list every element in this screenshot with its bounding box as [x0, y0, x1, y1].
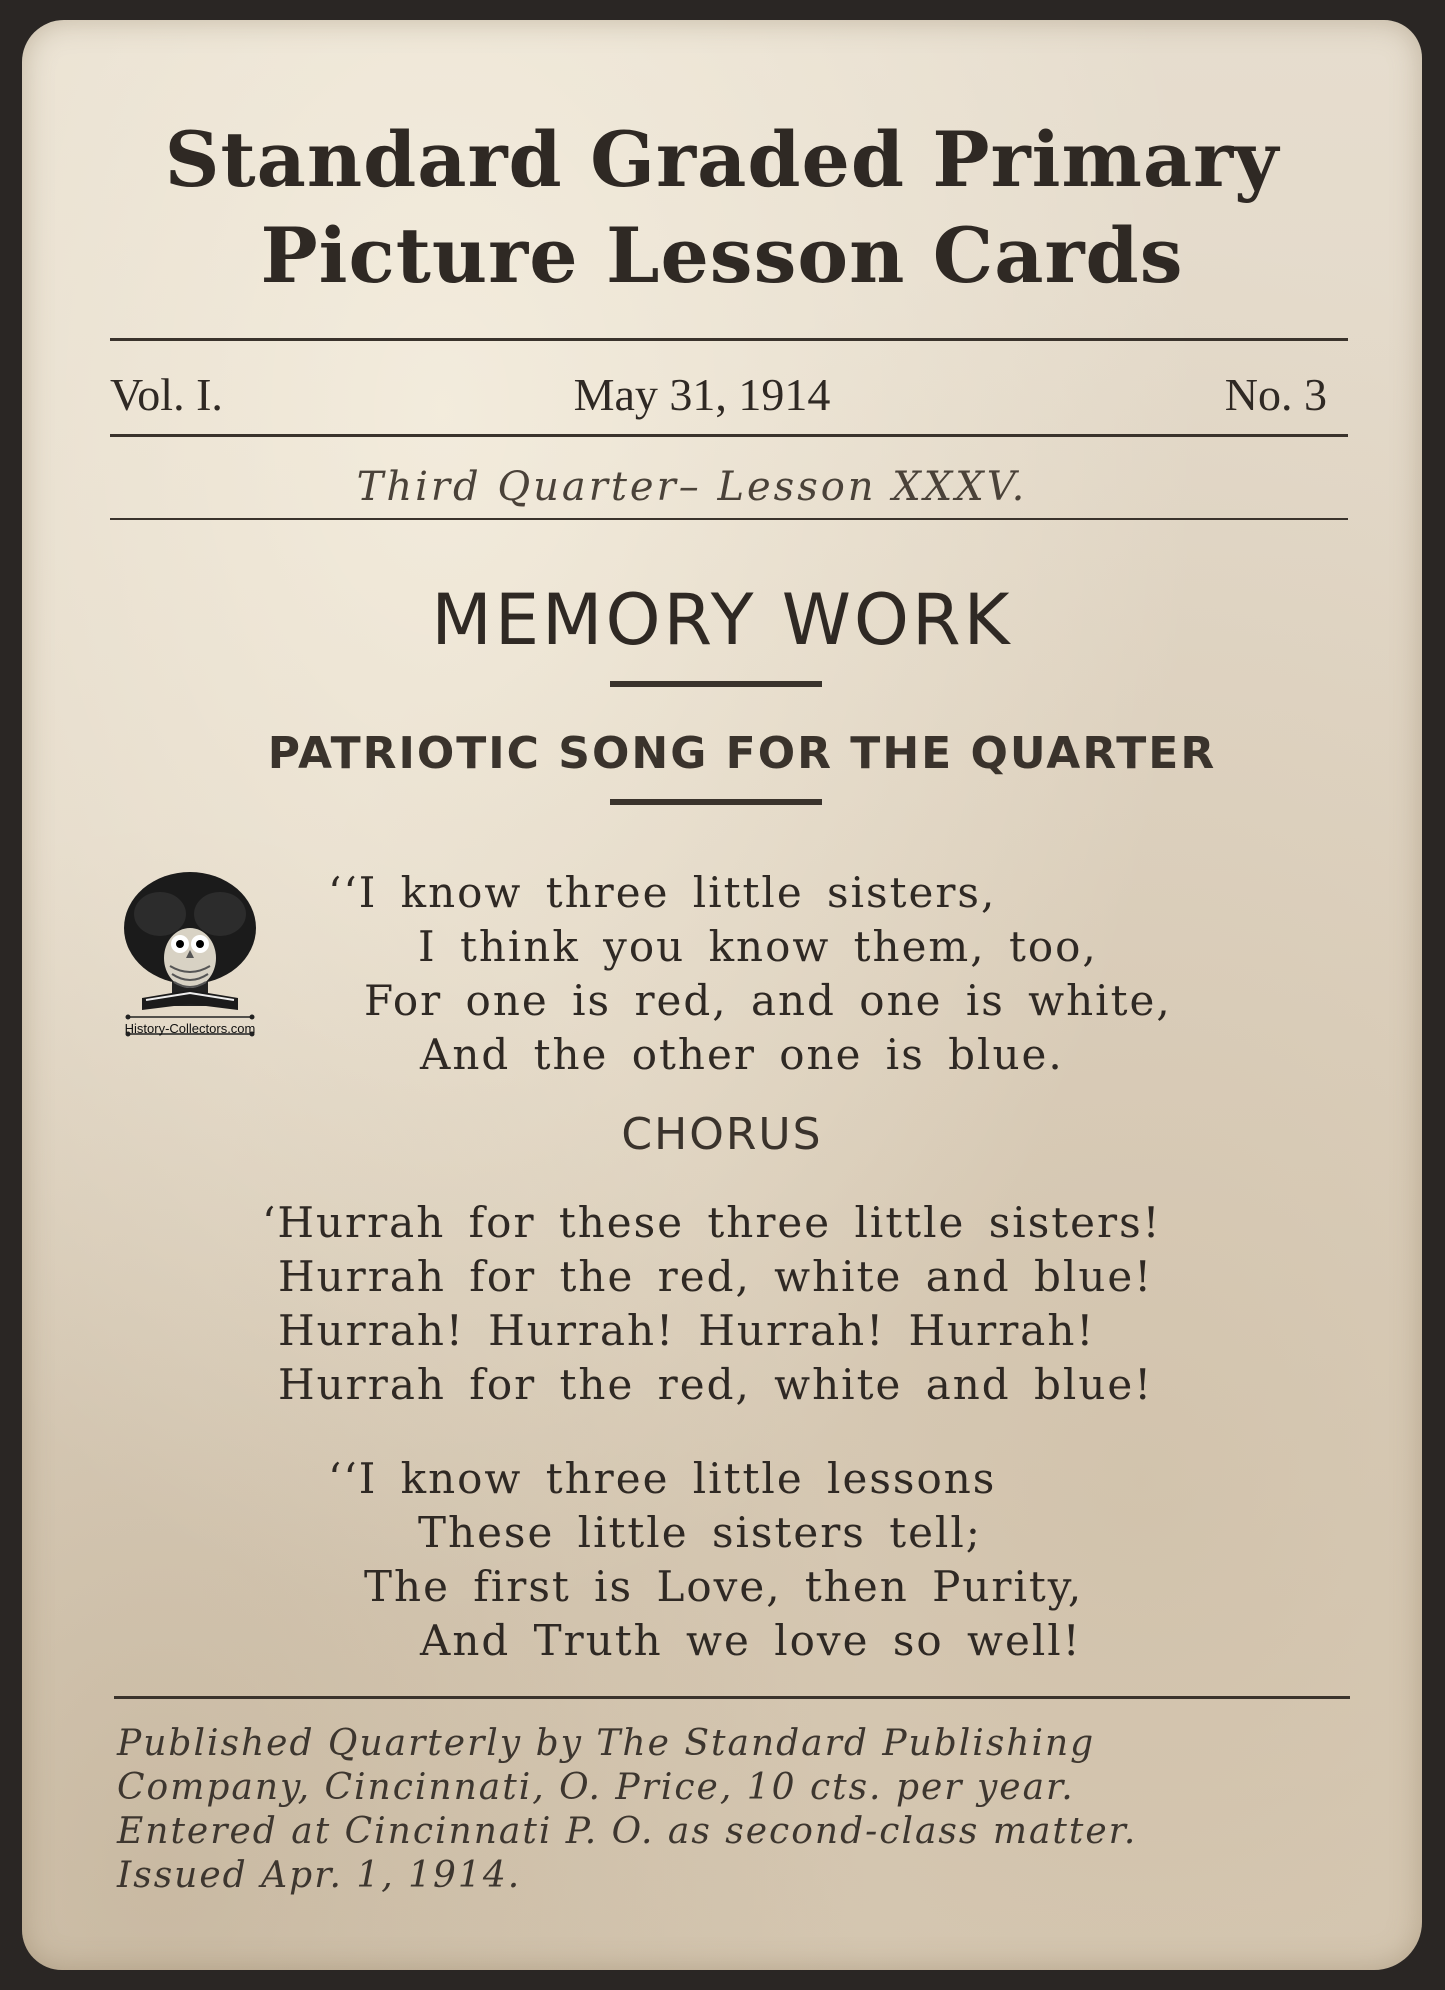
title-line-2: Picture Lesson Cards	[260, 211, 1184, 300]
song-subtitle: PATRIOTIC SONG FOR THE QUARTER	[267, 728, 1217, 779]
footer-line-1: Published Quarterly by The Standard Publishing	[117, 1723, 1096, 1764]
subtitle-underline	[610, 799, 822, 805]
heading-underline	[610, 681, 822, 687]
verse-2-line-3: The first is Love, then Purity,	[364, 1562, 1084, 1611]
lesson-card	[22, 20, 1422, 1970]
chorus-line-2: Hurrah for the red, white and blue!	[278, 1252, 1154, 1301]
footer-line-2: Company, Cincinnati, O. Price, 10 cts. per year.	[117, 1767, 1075, 1808]
verse-2-line-4: And Truth we love so well!	[420, 1616, 1082, 1665]
page-title: MEMORY WORK	[431, 579, 1013, 661]
watermark-logo	[100, 866, 280, 1046]
issue-date: May 31, 1914	[573, 369, 831, 420]
lesson-label: Third Quarter– Lesson XXXV.	[356, 464, 1028, 510]
chorus-label: CHORUS	[621, 1109, 823, 1160]
volume-label: Vol. I.	[110, 369, 223, 420]
verse-1-line-3: For one is red, and one is white,	[364, 976, 1172, 1025]
divider-footer	[114, 1696, 1350, 1699]
verse-2-line-1: ‘‘I know three little lessons	[328, 1454, 997, 1503]
title-line-1: Standard Graded Primary	[164, 115, 1280, 204]
chorus-line-4: Hurrah for the red, white and blue!	[278, 1360, 1154, 1409]
verse-1-line-2: I think you know them, too,	[418, 922, 1098, 971]
publisher-notice	[117, 1722, 1367, 1898]
verse-1-line-1: ‘‘I know three little sisters,	[328, 868, 997, 917]
verse-1-line-4: And the other one is blue.	[420, 1030, 1064, 1079]
owl-on-book-icon	[100, 866, 280, 1046]
footer-line-4: Issued Apr. 1, 1914.	[117, 1855, 522, 1896]
verse-2-line-2: These little sisters tell;	[418, 1508, 982, 1557]
footer-line-3: Entered at Cincinnati P. O. as second-class matter.	[117, 1811, 1138, 1852]
divider-lesson	[110, 518, 1348, 520]
divider-top	[110, 338, 1348, 341]
chorus-line-1: ‘Hurrah for these three little sisters!	[262, 1198, 1162, 1247]
chorus-line-3: Hurrah! Hurrah! Hurrah! Hurrah!	[278, 1306, 1096, 1355]
divider-middle	[110, 434, 1348, 437]
watermark-text: History-Collectors.com	[124, 1021, 256, 1036]
issue-number: No. 3	[1224, 369, 1327, 420]
